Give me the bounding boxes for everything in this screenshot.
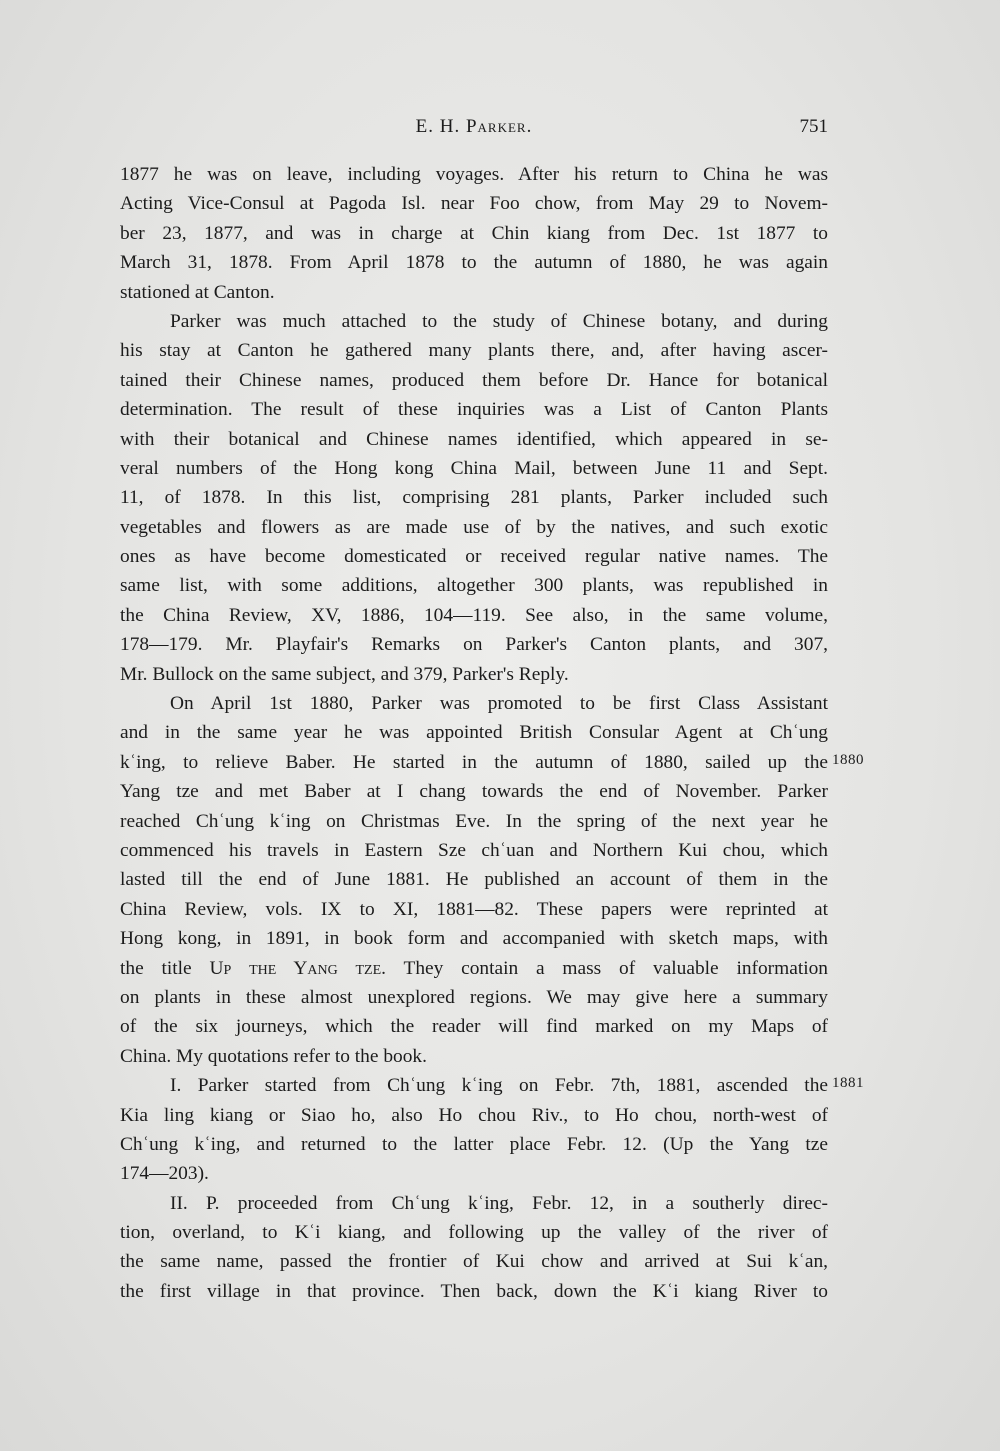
text-line: his stay at Canton he gathered many plants there, and, after having ascer-: [120, 340, 828, 362]
text-line: ber 23, 1877, and was in charge at Chin kiang from Dec. 1st 1877 to: [120, 222, 828, 244]
text-line: lasted till the end of June 1881. He published an account of them in the: [120, 869, 828, 891]
text-line: vegetables and flowers as are made use of by the natives, and such exotic: [120, 516, 828, 538]
text-line: with their botanical and Chinese names identified, which appeared in se-: [120, 428, 828, 450]
text-line: 1877 he was on leave, including voyages. After his return to China he was: [120, 164, 828, 185]
text-line: ones as have become domesticated or received regular native names. The: [120, 546, 828, 568]
text-line: reached Chʿung kʿing on Christmas Eve. In the spring of the next year he: [120, 810, 828, 832]
page-number: 751: [799, 116, 828, 137]
text-line: tained their Chinese names, produced them before Dr. Hance for botanical: [120, 369, 828, 391]
paragraph: [120, 160, 828, 307]
text-line: II. P. proceeded from Chʿung kʿing, Febr. 12, in a southerly direc-: [170, 1192, 828, 1214]
text-line: Mr. Bullock on the same subject, and 379, Parker's Reply.: [120, 663, 569, 685]
paragraph: [120, 1071, 828, 1189]
paragraph: [120, 307, 828, 689]
text-line: Hong kong, in 1891, in book form and accompanied with sketch maps, with: [120, 928, 828, 950]
text-line: Chʿung kʿing, and returned to the latter place Febr. 12. (Up the Yang tze: [120, 1133, 828, 1155]
text-line: Parker was much attached to the study of Chinese botany, and during: [170, 310, 828, 332]
text-line: China Review, vols. IX to XI, 1881—82. These papers were reprinted at: [120, 898, 828, 920]
text-line: China. My quotations refer to the book.: [120, 1045, 427, 1067]
text-line: 174—203).: [120, 1163, 209, 1185]
paragraph: [120, 689, 828, 1071]
text-line: kʿing, to relieve Baber. He started in the autumn of 1880, sailed up the: [120, 751, 828, 773]
text-line: On April 1st 1880, Parker was promoted to be first Class Assistant: [170, 693, 828, 715]
book-title: Up the Yang tze: [209, 957, 382, 979]
text-line: 11, of 1878. In this list, comprising 281 plants, Parker included such: [120, 487, 828, 509]
text-line: 178—179. Mr. Playfair's Remarks on Parker's Canton plants, and 307,: [120, 634, 828, 656]
text-line: the first village in that province. Then back, down the Kʿi kiang River to: [120, 1280, 828, 1302]
text-line: and in the same year he was appointed British Consular Agent at Chʿung: [120, 722, 828, 744]
text-line: I. Parker started from Chʿung kʿing on Febr. 7th, 1881, ascended the: [170, 1075, 828, 1097]
running-title: E. H. Parker.: [415, 116, 533, 137]
text-line: stationed at Canton.: [120, 281, 275, 303]
margin-note-year: 1880: [832, 752, 864, 768]
text-line: Kia ling kiang or Siao ho, also Ho chou Riv., to Ho chou, north-west of: [120, 1104, 828, 1126]
running-header: [120, 116, 828, 146]
text-line: determination. The result of these inquiries was a List of Canton Plants: [120, 399, 828, 421]
body-text: [120, 160, 828, 1306]
text-line: the China Review, XV, 1886, 104—119. See also, in the same volume,: [120, 604, 828, 626]
text-line: commenced his travels in Eastern Sze chʿuan and Northern Kui chou, which: [120, 839, 828, 861]
text-line: tion, overland, to Kʿi kiang, and following up the valley of the river of: [120, 1222, 828, 1244]
text-fragment: the title: [120, 957, 210, 979]
text-line: veral numbers of the Hong kong China Mail, between June 11 and Sept.: [120, 457, 828, 479]
text-line: same list, with some additions, altogether 300 plants, was republished in: [120, 575, 828, 597]
text-line: the same name, passed the frontier of Kui chow and arrived at Sui kʿan,: [120, 1251, 828, 1273]
text-line: March 31, 1878. From April 1878 to the autumn of 1880, he was again: [120, 252, 828, 274]
text-line-with-book-title: [120, 954, 828, 983]
margin-note-year: 1881: [832, 1075, 864, 1091]
text-fragment: . They contain a mass of valuable information: [381, 957, 828, 979]
text-line: on plants in these almost unexplored regions. We may give here a summary: [120, 986, 828, 1008]
text-line: Yang tze and met Baber at I chang towards the end of November. Parker: [120, 781, 828, 803]
paragraph: [120, 1189, 828, 1307]
text-line: Acting Vice-Consul at Pagoda Isl. near Foo chow, from May 29 to Novem-: [120, 193, 828, 215]
text-line: of the six journeys, which the reader will find marked on my Maps of: [120, 1016, 828, 1038]
